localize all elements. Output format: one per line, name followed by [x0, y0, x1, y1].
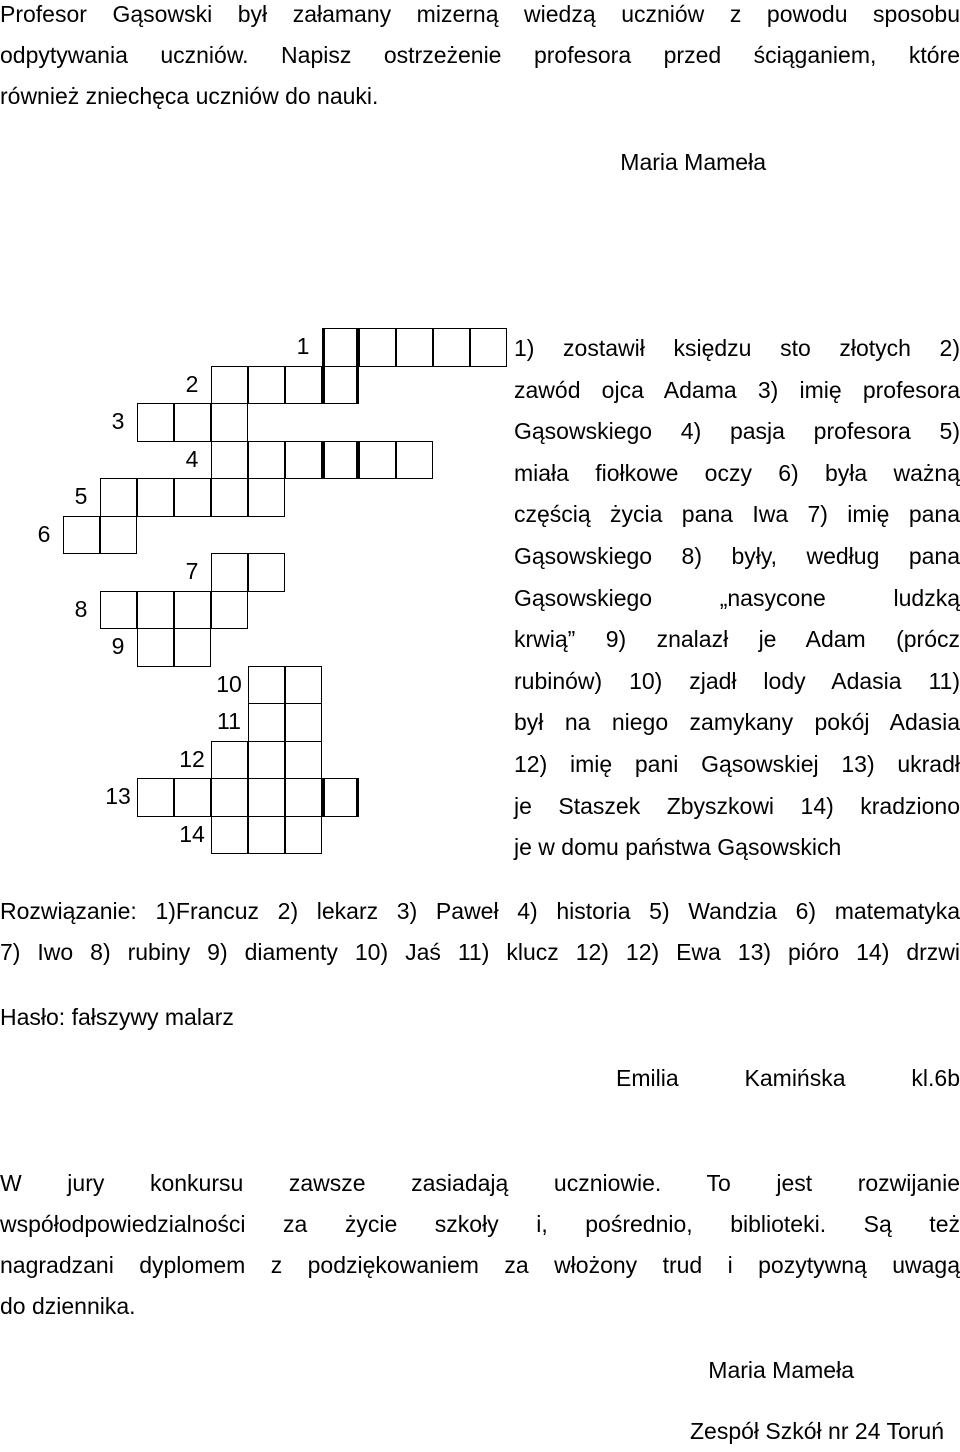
clue-number: 1	[296, 333, 310, 359]
crossword-cell	[211, 591, 248, 630]
crossword-cell	[248, 816, 285, 855]
crossword-cell	[396, 328, 433, 367]
clue-line: Gąsowskiego 4) pasja profesora 5)	[514, 418, 960, 445]
clue-line: krwią” 9) znalazł je Adam (prócz	[514, 626, 960, 653]
intro-line-3: również zniechęca uczniów do nauki.	[0, 83, 379, 109]
crossword-cell	[211, 441, 248, 480]
crossword-cell	[248, 741, 285, 780]
crossword-cell	[285, 741, 322, 780]
crossword-grid	[0, 320, 510, 880]
clue-number: 8	[74, 595, 88, 622]
solution-cell	[322, 328, 359, 367]
crossword-cell	[174, 628, 211, 667]
crossword-cell	[137, 478, 174, 517]
crossword-cell	[211, 816, 248, 855]
crossword-cell	[359, 441, 396, 480]
crossword-cell	[211, 366, 248, 405]
clue-number: 14	[179, 820, 205, 847]
crossword-cell	[137, 591, 174, 630]
crossword-cell	[211, 778, 248, 817]
jury-line-4: do dziennika.	[0, 1293, 136, 1319]
clue-number: 11	[217, 708, 241, 734]
crossword-cell	[285, 666, 322, 705]
intro-line-1: Profesor Gąsowski był załamany mizerną wiedzą uczniów z powodu sposobu	[0, 1, 960, 27]
clue-line: je Staszek Zbyszkowi 14) kradziono	[514, 792, 960, 819]
crossword-cell	[100, 516, 137, 555]
crossword-cell	[285, 441, 322, 480]
clue-line: je w domu państwa Gąsowskich	[514, 834, 842, 861]
clue-line: 12) imię pani Gąsowskiej 13) ukradł	[514, 750, 960, 777]
crossword-clues	[514, 328, 960, 869]
clue-number: 2	[185, 370, 199, 397]
clue-number: 5	[74, 483, 88, 509]
crossword-cell	[174, 778, 211, 817]
crossword-cell	[285, 703, 322, 742]
crossword-cell	[285, 816, 322, 855]
solution-cell	[322, 366, 359, 405]
clue-line: częścią życia pana Iwa 7) imię pana	[514, 501, 960, 528]
crossword-cell	[137, 778, 174, 817]
crossword-cell	[174, 591, 211, 630]
crossword-cell	[396, 441, 433, 480]
clue-number: 4	[185, 445, 199, 472]
clue-number: 12	[179, 745, 205, 772]
jury-line-2: współodpowiedzialności za życie szkoły i, pośrednio, biblioteki. Są też	[0, 1211, 960, 1237]
clue-number: 13	[105, 783, 131, 809]
solution-cell	[322, 441, 359, 480]
crossword-cell	[211, 553, 248, 592]
solution-line-2: 7) Iwo 8) rubiny 9) diamenty 10) Jaś 11) klucz 12) 12) Ewa 13) pióro 14) drzwi	[0, 939, 960, 965]
clue-line: rubinów) 10) zjadł lody Adasia 11)	[514, 667, 960, 694]
clue-number: 10	[216, 670, 242, 697]
crossword-cell	[211, 403, 248, 442]
crossword-cell	[63, 516, 100, 555]
crossword-cell	[248, 703, 285, 742]
clue-line: 1) zostawił księdzu sto złotych 2)	[514, 335, 960, 361]
clue-number: 9	[111, 633, 125, 659]
crossword-cell	[137, 628, 174, 667]
crossword-cell	[248, 366, 285, 405]
crossword-cell	[359, 328, 396, 367]
crossword-cell	[248, 441, 285, 480]
crossword-cell	[433, 328, 470, 367]
jury-paragraph	[0, 1163, 960, 1327]
crossword-cell	[248, 553, 285, 592]
crossword-cell	[248, 478, 285, 517]
intro-author: Maria Mameła	[620, 149, 766, 175]
jury-author: Maria Mameła	[708, 1357, 854, 1383]
crossword-cell	[248, 778, 285, 817]
password-line: Hasło: fałszywy malarz	[0, 1004, 234, 1030]
solution-paragraph	[0, 891, 960, 973]
crossword-cell	[137, 403, 174, 442]
crossword-cell	[100, 478, 137, 517]
clue-line: Gąsowskiego 8) były, według pana	[514, 542, 960, 569]
clue-line: zawód ojca Adama 3) imię profesora	[514, 376, 960, 403]
intro-paragraph	[0, 0, 960, 117]
jury-line-3: nagradzani dyplomem z podziękowaniem za włożony trud i pozytywną uwagą	[0, 1252, 960, 1278]
crossword-cell	[470, 328, 507, 367]
solution-line-1: Rozwiązanie: 1)Francuz 2) lekarz 3) Paweł 4) historia 5) Wandzia 6) matematyka	[0, 898, 960, 924]
crossword-cell	[100, 591, 137, 630]
clue-line: był na niego zamykany pokój Adasia	[514, 709, 960, 736]
clue-number: 7	[185, 558, 199, 584]
crossword-cell	[285, 366, 322, 405]
crossword-cell	[211, 741, 248, 780]
crossword-cell	[248, 666, 285, 705]
school-name: Zespół Szkół nr 24 Toruń	[690, 1418, 944, 1444]
crossword-cell	[285, 778, 322, 817]
clue-number: 6	[37, 520, 51, 547]
intro-line-2: odpytywania uczniów. Napisz ostrzeżenie profesora przed ściąganiem, które	[0, 42, 960, 68]
jury-line-1: W jury konkursu zawsze zasiadają uczniowie. To jest rozwijanie	[0, 1170, 960, 1196]
solution-cell	[322, 778, 359, 817]
clue-number: 3	[111, 408, 125, 434]
clue-line: miała fiołkowe oczy 6) była ważną	[514, 459, 960, 486]
crossword-cell	[174, 403, 211, 442]
crossword-cell	[174, 478, 211, 517]
clue-line: Gąsowskiego „nasycone ludzką	[514, 584, 960, 611]
solution-signature: Emilia Kamińska kl.6b	[616, 1065, 960, 1091]
crossword-cell	[211, 478, 248, 517]
